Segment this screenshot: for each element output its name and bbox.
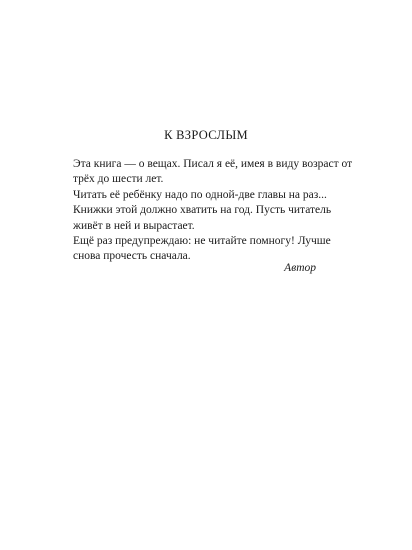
paragraph-4-line-1: Ещё раз предупреждаю: не читайте помногу! Лучше [73,235,331,248]
preface-body [73,157,353,265]
paragraph-3-line-2: живёт в ней и вырастает. [73,219,195,232]
page-heading: К ВЗРОСЛЫМ [164,128,248,142]
author-signature: Автор [284,262,316,274]
paragraph-4-line-2: снова прочесть сначала. [73,250,191,263]
paragraph-2 [73,188,343,203]
paragraph-2-line-1: Читать её ребёнку надо по одной-две главы на раз... [73,188,327,201]
paragraph-3 [73,203,343,234]
paragraph-1 [73,157,353,188]
paragraph-1-line-1: Эта книга — о вещах. Писал я её, имея в виду возраст от [73,158,353,170]
paragraph-1-line-2: трёх до шести лет. [73,173,164,186]
paragraph-3-line-1: Книжки этой должно хватить на год. Пусть читатель [73,204,332,217]
